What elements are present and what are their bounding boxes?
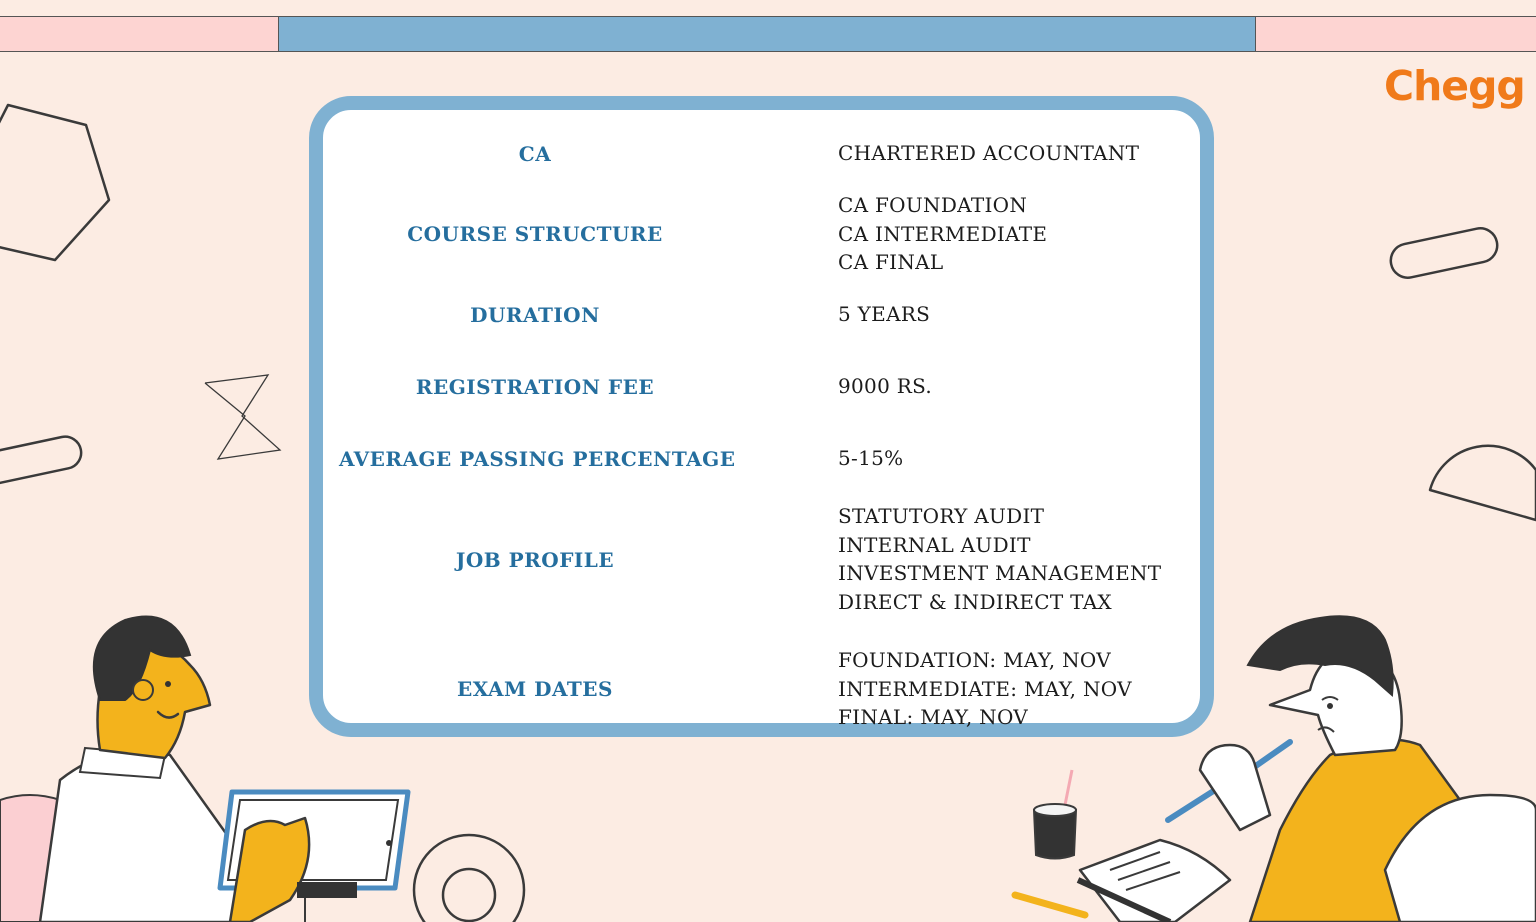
- row-value: [838, 444, 1198, 473]
- value-line: CA FOUNDATION: [838, 193, 1028, 217]
- value-line: CA FINAL: [838, 250, 944, 274]
- value-line: 9000 RS.: [838, 374, 933, 398]
- row-value: [838, 300, 1198, 329]
- row-value: [838, 191, 1198, 277]
- value-line: STATUTORY AUDIT: [838, 504, 1045, 528]
- row-label: DURATION: [470, 303, 600, 327]
- value-line: INTERNAL AUDIT: [838, 532, 1031, 557]
- value-line: 5-15%: [838, 446, 904, 470]
- value-line: FINAL: MAY, NOV: [838, 705, 1029, 729]
- row-label: AVERAGE PASSING PERCENTAGE: [339, 447, 736, 471]
- target-circle-inner: [443, 869, 495, 921]
- row-label: COURSE STRUCTURE: [407, 222, 663, 246]
- value-line: FOUNDATION: MAY, NOV: [838, 648, 1111, 672]
- pill-shape-left: [0, 434, 84, 489]
- value-line: DIRECT & INDIRECT TAX: [838, 589, 1112, 614]
- ca-info-card: [309, 96, 1214, 737]
- row-value: [838, 372, 1198, 401]
- row-value: [838, 139, 1198, 168]
- value-line: CA INTERMEDIATE: [838, 221, 1048, 246]
- value-line: INVESTMENT MANAGEMENT: [838, 561, 1162, 585]
- row-value: [838, 646, 1198, 732]
- value-line: INTERMEDIATE: MAY, NOV: [838, 676, 1132, 701]
- chegg-logo: Chegg: [1384, 62, 1525, 110]
- hexagon-shape: [0, 105, 109, 260]
- value-line: 5 YEARS: [838, 302, 931, 326]
- semicircle-shape: [1430, 446, 1536, 520]
- row-label: REGISTRATION FEE: [415, 375, 655, 399]
- row-value: [838, 502, 1198, 616]
- coffee-cup-illustration: [1015, 770, 1085, 915]
- row-label: EXAM DATES: [456, 677, 613, 701]
- row-label: JOB PROFILE: [455, 548, 615, 572]
- hourglass-shape: [205, 375, 280, 459]
- value-line: CHARTERED ACCOUNTANT: [838, 141, 1140, 165]
- row-label: CA: [518, 142, 552, 166]
- pill-shape-right: [1388, 225, 1501, 281]
- target-circle-outer: [414, 835, 524, 922]
